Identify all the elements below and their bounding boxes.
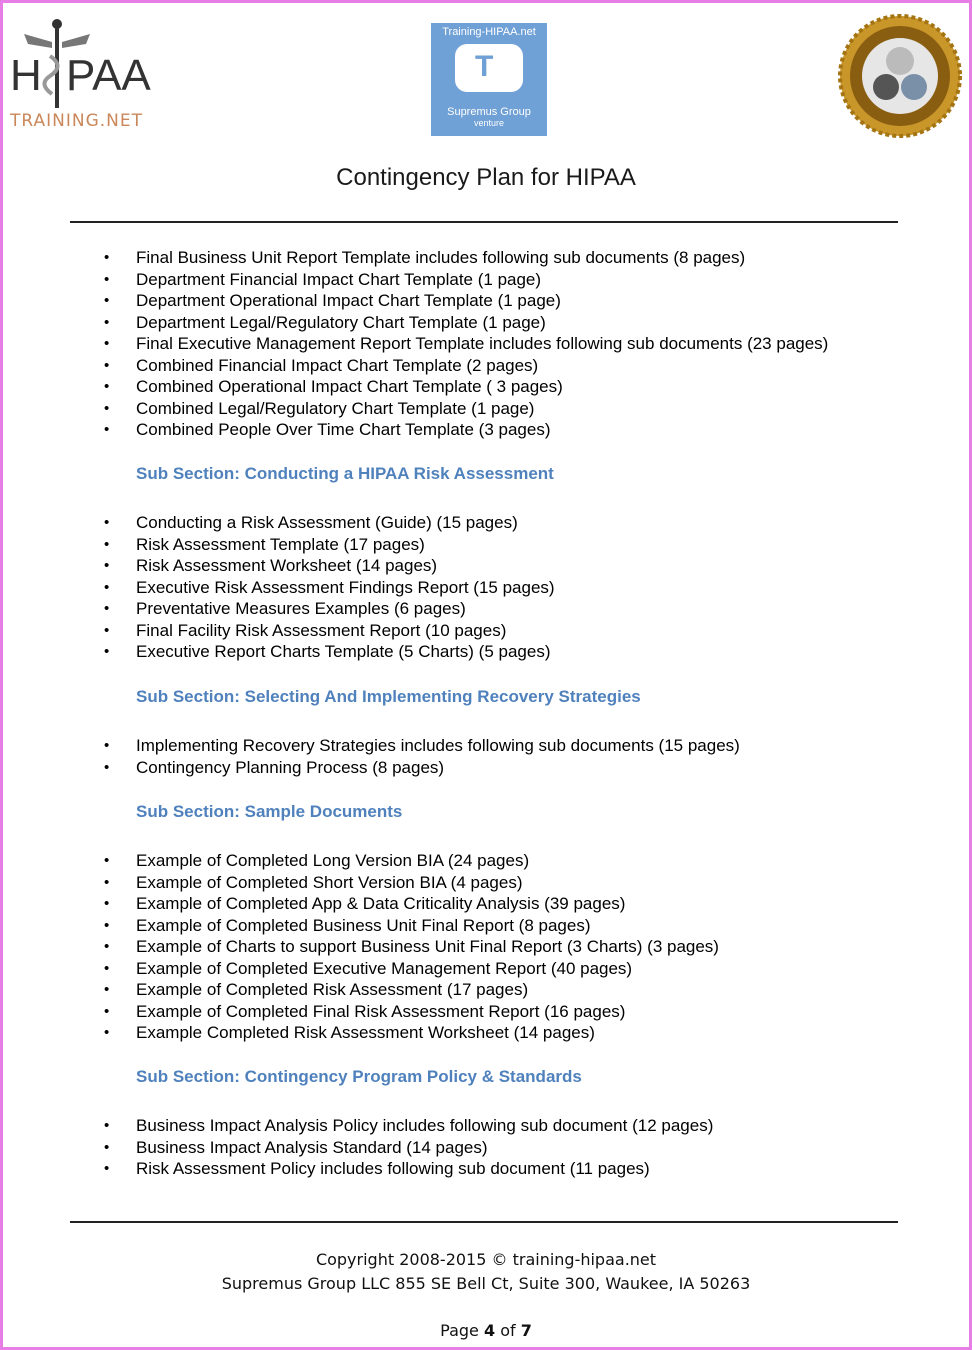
list-item: • Example of Completed Short Version BIA (4 pages) [0, 872, 719, 894]
training-hipaa-logo [431, 23, 547, 136]
list-item: • Example Completed Risk Assessment Worksheet (14 pages) [0, 1022, 719, 1044]
speech-bubble-icon: T [455, 44, 523, 92]
list-item: • Contingency Planning Process (8 pages) [0, 757, 740, 779]
section-heading-risk-assessment: Sub Section: Conducting a HIPAA Risk Assessment [136, 464, 554, 483]
list-item: • Risk Assessment Worksheet (14 pages) [0, 555, 555, 577]
section-heading-policy-standards: Sub Section: Contingency Program Policy & Standards [136, 1067, 582, 1086]
footer-divider [70, 1221, 898, 1223]
svg-text:H: H [10, 51, 42, 100]
list-item: • Department Legal/Regulatory Chart Template (1 page) [0, 312, 828, 334]
footer-address: Supremus Group LLC 855 SE Bell Ct, Suite 300, Waukee, IA 50263 [221, 1274, 751, 1293]
list-item: • Final Business Unit Report Template includes following sub documents (8 pages) [0, 247, 828, 269]
header-divider [70, 221, 898, 223]
section-heading-recovery-strategies: Sub Section: Selecting And Implementing Recovery Strategies [136, 687, 641, 706]
list-item: • Example of Completed Business Unit Final Report (8 pages) [0, 915, 719, 937]
list-item: • Preventative Measures Examples (6 pages) [0, 598, 555, 620]
list-item: • Business Impact Analysis Standard (14 pages) [0, 1137, 713, 1159]
list-item: • Conducting a Risk Assessment (Guide) (15 pages) [0, 512, 555, 534]
page-number [0, 1319, 972, 1343]
list-item: • Final Executive Management Report Template includes following sub documents (23 pages) [0, 333, 828, 355]
logo-venture-text: venture [473, 118, 505, 128]
list-item: • Implementing Recovery Strategies includes following sub documents (15 pages) [0, 735, 740, 757]
page-total: 7 [520, 1321, 532, 1340]
page-current: 4 [483, 1321, 496, 1340]
list-templates [0, 247, 828, 441]
list-item: • Combined Financial Impact Chart Template (2 pages) [0, 355, 828, 377]
list-item: • Executive Report Charts Template (5 Charts) (5 pages) [0, 641, 555, 663]
list-item: • Risk Assessment Template (17 pages) [0, 534, 555, 556]
list-recovery-strategies [0, 735, 740, 778]
svg-text:TRAINING.NET: TRAINING.NET [10, 111, 144, 131]
list-item: • Combined People Over Time Chart Template (3 pages) [0, 419, 828, 441]
list-item: • Combined Legal/Regulatory Chart Template (1 page) [0, 398, 828, 420]
list-item: • Example of Completed Executive Management Report (40 pages) [0, 958, 719, 980]
list-item: • Example of Completed Final Risk Assessment Report (16 pages) [0, 1001, 719, 1023]
list-item: • Example of Completed Long Version BIA (24 pages) [0, 850, 719, 872]
page-of: of [500, 1321, 516, 1340]
list-item: • Example of Charts to support Business Unit Final Report (3 Charts) (3 pages) [0, 936, 719, 958]
caduceus-icon [10, 16, 165, 131]
list-item: • Business Impact Analysis Policy includes following sub document (12 pages) [0, 1115, 713, 1137]
list-item: • Department Financial Impact Chart Template (1 page) [0, 269, 828, 291]
page-prefix: Page [440, 1321, 479, 1340]
list-policy-standards [0, 1115, 713, 1180]
footer-copyright: Copyright 2008-2015 © training-hipaa.net [315, 1250, 657, 1269]
svg-text:PAA: PAA [66, 51, 151, 100]
hipaa-training-logo [10, 16, 165, 131]
logo-top-text: Training-HIPAA.net [442, 26, 536, 38]
list-item: • Example of Completed Risk Assessment (17 pages) [0, 979, 719, 1001]
hipaa-compliance-seal [838, 13, 962, 139]
logo-bottom-text: Supremus Group [447, 106, 531, 118]
list-sample-documents [0, 850, 719, 1044]
list-risk-assessment [0, 512, 555, 663]
section-heading-sample-documents: Sub Section: Sample Documents [136, 802, 403, 821]
list-item: • Risk Assessment Policy includes following sub document (11 pages) [0, 1158, 713, 1180]
list-item: • Executive Risk Assessment Findings Report (15 pages) [0, 577, 555, 599]
list-item: • Final Facility Risk Assessment Report (10 pages) [0, 620, 555, 642]
list-item: • Combined Operational Impact Chart Template ( 3 pages) [0, 376, 828, 398]
page-title: Contingency Plan for HIPAA [336, 164, 636, 191]
list-item: • Department Operational Impact Chart Template (1 page) [0, 290, 828, 312]
list-item: • Example of Completed App & Data Criticality Analysis (39 pages) [0, 893, 719, 915]
